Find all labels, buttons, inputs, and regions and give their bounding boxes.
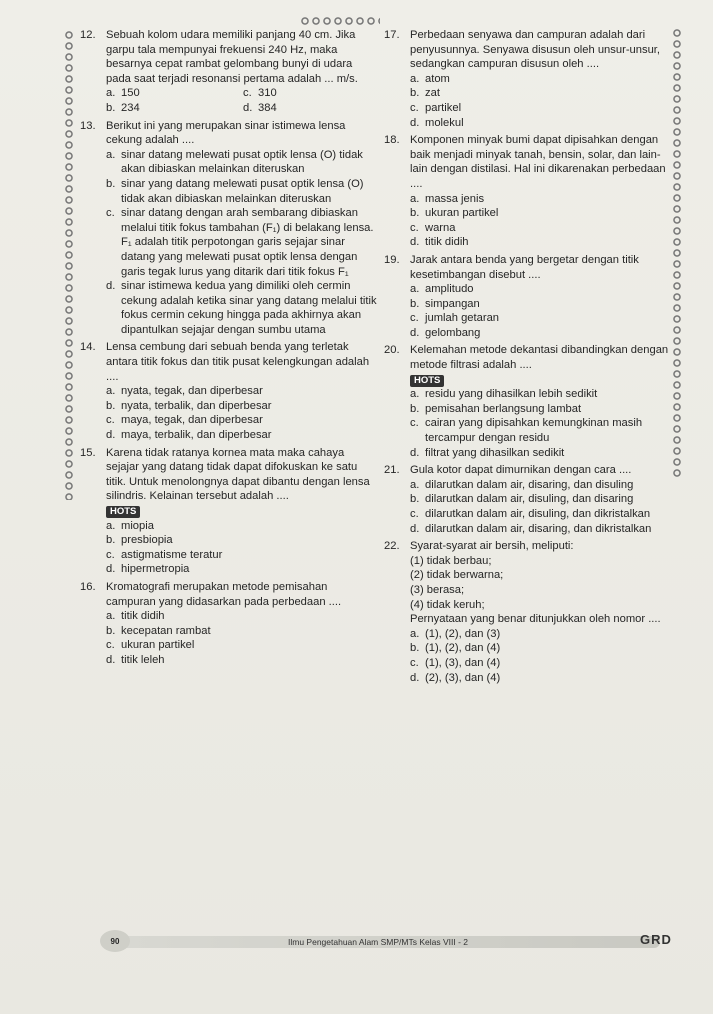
option-letter: a.	[106, 87, 116, 100]
answer-option	[410, 492, 674, 507]
answer-options	[106, 384, 380, 442]
answer-option	[410, 416, 674, 445]
question-number: 17.	[384, 29, 400, 41]
answer-option	[410, 326, 674, 341]
answer-options	[410, 192, 674, 250]
answer-option	[106, 548, 380, 563]
answer-options	[410, 627, 674, 685]
option-letter: a.	[410, 627, 420, 640]
option-letter: d.	[410, 522, 420, 535]
question-item	[80, 580, 380, 668]
question-item	[384, 463, 674, 536]
answer-option	[410, 297, 674, 312]
question-number: 15.	[80, 446, 96, 459]
question-item	[384, 343, 674, 460]
option-text: massa jenis	[425, 192, 485, 205]
option-letter: d.	[106, 280, 116, 293]
option-letter: b.	[410, 207, 420, 220]
option-text: atom	[425, 72, 450, 85]
option-text: pemisahan berlangsung lambat	[425, 402, 582, 415]
option-text: ukuran partikel	[121, 639, 195, 652]
option-letter: b.	[410, 87, 420, 100]
question-number: 19.	[384, 253, 400, 266]
option-letter: c.	[410, 101, 419, 114]
question-item	[384, 133, 674, 250]
option-text: filtrat yang dihasilkan sedikit	[425, 446, 565, 459]
answer-option	[410, 641, 674, 656]
question-number: 16.	[80, 580, 96, 593]
option-letter: c.	[106, 207, 115, 220]
question-body	[410, 343, 674, 460]
answer-option	[106, 638, 380, 653]
option-letter: a.	[106, 610, 116, 623]
option-letter: d.	[410, 236, 420, 249]
answer-option	[410, 192, 674, 207]
question-text: Berikut ini yang merupakan sinar istimewa lensa cekung adalah ....	[106, 119, 346, 147]
statement-item: (2) tidak berwarna;	[410, 569, 504, 582]
hots-badge: HOTS	[410, 375, 444, 387]
option-letter: b.	[106, 177, 116, 190]
option-text: maya, terbalik, dan diperbesar	[121, 429, 272, 442]
question-text: Perbedaan senyawa dan campuran adalah dari penyusunnya. Senyawa disusun oleh unsur-unsur, sedangkan campuran disusun oleh ....	[410, 29, 661, 71]
option-letter: a.	[410, 478, 420, 491]
question-body	[410, 253, 674, 341]
statement-item: (4) tidak keruh;	[410, 598, 485, 611]
option-letter: c.	[410, 221, 419, 234]
option-letter: c.	[410, 656, 419, 669]
option-text: cairan yang dipisahkan kemungkinan masih tercampur dengan residu	[425, 417, 643, 445]
answer-option	[410, 311, 674, 326]
answer-option	[410, 235, 674, 250]
question-number: 22.	[384, 540, 400, 553]
option-letter: a.	[410, 283, 420, 296]
answer-option	[410, 627, 674, 642]
option-text: sinar istimewa kedua yang dimiliki oleh cermin cekung adalah ketika sinar yang datang melalui titik fokus cermin cekung hingga pada akhirnya akan dipantulkan sejajar dengan sumbu utama	[121, 280, 377, 336]
question-body	[106, 119, 380, 338]
answer-option	[410, 72, 674, 87]
question-text: Sebuah kolom udara memiliki panjang 40 cm. Jika garpu tala mempunyai frekuensi 240 Hz, maka besarnya cepat rambat gelombang bunyi di udara pada saat terjadi resonansi pertama adalah ... m/s.	[106, 29, 358, 85]
option-letter: a.	[410, 192, 420, 205]
question-text: Gula kotor dapat dimurnikan dengan cara ....	[410, 464, 632, 477]
option-letter: d.	[106, 563, 116, 576]
answer-option	[410, 507, 674, 522]
option-letter: d.	[410, 116, 420, 129]
answer-option	[410, 478, 674, 493]
question-item	[80, 340, 380, 442]
answer-option	[410, 671, 674, 686]
option-text: 310	[258, 87, 277, 100]
option-letter: b.	[410, 297, 420, 310]
option-text: 234	[121, 101, 140, 114]
option-text: sinar datang dengan arah sembarang dibiaskan melalui titik fokus tambahan (F₁) di belakang lensa. F₁ adalah titik perpotongan garis sejajar sinar datang yang melewati pusat optik lensa dengan garis tegak lurus yang ditarik dari titik fokus F₁	[121, 207, 374, 278]
answer-option	[106, 624, 380, 639]
answer-option	[410, 101, 674, 116]
answer-option	[106, 562, 380, 577]
option-letter: d.	[410, 326, 420, 339]
option-text: hipermetropia	[121, 563, 190, 576]
answer-option	[410, 206, 674, 221]
option-letter: d.	[106, 653, 116, 666]
answer-option	[106, 533, 380, 548]
option-letter: b.	[106, 399, 116, 412]
question-text: Jarak antara benda yang bergetar dengan titik kesetimbangan disebut ....	[410, 253, 639, 281]
answer-options	[410, 387, 674, 460]
question-body	[410, 539, 674, 685]
option-letter: a.	[410, 388, 420, 401]
option-text: gelombang	[425, 326, 481, 339]
option-text: dilarutkan dalam air, disuling, dan dikristalkan	[425, 508, 651, 520]
question-text: Lensa cembung dari sebuah benda yang terletak antara titik fokus dan titik pusat kelengkungan adalah ....	[106, 341, 370, 383]
page-number: 90	[100, 930, 130, 952]
answer-option	[106, 86, 243, 101]
option-text: ukuran partikel	[425, 207, 499, 220]
answer-option	[106, 399, 380, 414]
question-number: 21.	[384, 464, 400, 477]
answer-option	[106, 101, 243, 116]
answer-option	[410, 86, 674, 101]
right-column	[384, 28, 674, 688]
answer-option	[106, 428, 380, 443]
option-letter: b.	[410, 493, 420, 506]
answer-option	[106, 177, 380, 206]
question-item	[80, 446, 380, 577]
option-text: sinar datang melewati pusat optik lensa (O) tidak akan dibiaskan melainkan diteruskan	[121, 148, 363, 176]
option-text: nyata, tegak, dan diperbesar	[121, 385, 263, 398]
answer-option	[410, 522, 674, 537]
question-body	[410, 28, 674, 130]
question-item	[384, 539, 674, 685]
hots-badge: HOTS	[106, 506, 140, 518]
option-text: maya, tegak, dan diperbesar	[121, 414, 263, 427]
option-letter: c.	[106, 639, 115, 652]
option-letter: c.	[410, 508, 419, 520]
answer-options	[106, 609, 380, 667]
binding-spiral-top	[300, 16, 380, 26]
option-text: warna	[425, 221, 456, 234]
option-letter: b.	[106, 101, 116, 114]
option-text: residu yang dihasilkan lebih sedikit	[425, 388, 598, 401]
question-body	[410, 133, 674, 250]
option-letter: c.	[410, 417, 419, 430]
option-letter: a.	[106, 148, 116, 161]
question-body	[410, 463, 674, 536]
question-text: Komponen minyak bumi dapat dipisahkan dengan baik menjadi minyak tanah, bensin, solar, dan lain-lain dengan distilasi. Hal ini dikarenakan perbedaan ....	[410, 134, 666, 190]
question-text: Kromatografi merupakan metode pemisahan campuran yang didasarkan pada perbedaan ....	[106, 580, 342, 608]
question-item	[384, 253, 674, 341]
question-number: 13.	[80, 119, 96, 132]
option-text: sinar yang datang melewati pusat optik lensa (O) tidak akan dibiaskan melainkan diteruskan	[121, 177, 364, 205]
answer-option	[410, 282, 674, 297]
option-letter: b.	[106, 534, 116, 547]
question-item	[384, 28, 674, 130]
book-title: Ilmu Pengetahuan Alam SMP/MTs Kelas VIII - 2	[288, 937, 468, 947]
option-letter: b.	[106, 624, 116, 637]
page-footer	[100, 930, 700, 954]
answer-option	[106, 384, 380, 399]
answer-option	[106, 206, 380, 279]
answer-options	[106, 86, 380, 115]
answer-option	[410, 387, 674, 402]
question-number: 12.	[80, 29, 96, 41]
option-letter: d.	[106, 429, 116, 442]
answer-options	[106, 148, 380, 338]
option-text: astigmatisme teratur	[121, 548, 223, 561]
answer-option	[410, 402, 674, 417]
question-body	[106, 446, 380, 577]
option-text: amplitudo	[425, 283, 474, 296]
option-letter: c.	[106, 548, 115, 561]
option-text: simpangan	[425, 297, 480, 310]
option-text: (1), (3), dan (4)	[425, 656, 501, 669]
option-text: titik didih	[425, 236, 469, 249]
option-letter: a.	[410, 72, 420, 85]
option-letter: d.	[410, 671, 420, 684]
statement-item: (3) berasa;	[410, 583, 465, 596]
answer-option	[410, 221, 674, 236]
option-letter: d.	[410, 446, 420, 459]
question-item	[80, 28, 380, 116]
option-letter: b.	[410, 402, 420, 415]
question-text: Kelemahan metode dekantasi dibandingkan dengan metode filtrasi adalah ....	[410, 344, 669, 372]
question-prompt: Pernyataan yang benar ditunjukkan oleh nomor ....	[410, 613, 661, 626]
left-column	[80, 28, 380, 671]
option-text: miopia	[121, 519, 154, 532]
question-text: Syarat-syarat air bersih, meliputi:	[410, 540, 574, 553]
answer-option	[106, 148, 380, 177]
option-text: (1), (2), dan (4)	[425, 642, 501, 655]
answer-option	[106, 609, 380, 624]
answer-options	[410, 282, 674, 340]
option-text: 150	[121, 87, 140, 100]
answer-option	[410, 446, 674, 461]
question-body	[106, 580, 380, 668]
answer-option	[243, 101, 380, 116]
answer-option	[106, 653, 380, 668]
option-text: dilarutkan dalam air, disaring, dan disuling	[425, 478, 634, 491]
answer-option	[410, 656, 674, 671]
option-text: presbiopia	[121, 534, 173, 547]
option-text: titik leleh	[121, 653, 165, 666]
publisher-badge: GRD	[640, 932, 672, 947]
question-body	[106, 28, 380, 116]
option-text: (1), (2), dan (3)	[425, 627, 501, 640]
option-letter: c.	[106, 414, 115, 427]
option-text: partikel	[425, 101, 462, 114]
answer-option	[106, 279, 380, 337]
option-text: molekul	[425, 116, 464, 129]
option-letter: d.	[243, 101, 253, 114]
option-text: titik didih	[121, 610, 165, 623]
option-text: nyata, terbalik, dan diperbesar	[121, 399, 272, 412]
binding-spiral-left	[64, 30, 74, 500]
question-text: Karena tidak ratanya kornea mata maka cahaya sejajar yang datang tidak dapat difokuskan ke satu titik. Untuk menolongnya dapat dibantu dengan lensa silindris. Kelainan tersebut adalah ....	[106, 446, 370, 503]
option-text: zat	[425, 87, 440, 100]
question-number: 18.	[384, 134, 400, 147]
option-text: dilarutkan dalam air, disaring, dan dikristalkan	[425, 522, 652, 535]
answer-options	[106, 519, 380, 577]
answer-option	[410, 116, 674, 131]
question-number: 20.	[384, 344, 400, 357]
option-letter: c.	[243, 87, 252, 100]
answer-options	[410, 478, 674, 536]
option-text: jumlah getaran	[425, 312, 500, 325]
question-item	[80, 119, 380, 338]
statement-item: (1) tidak berbau;	[410, 554, 492, 567]
option-text: dilarutkan dalam air, disuling, dan disaring	[425, 493, 634, 506]
question-body	[106, 340, 380, 442]
option-text: 384	[258, 101, 277, 114]
option-letter: b.	[410, 642, 420, 655]
option-text: kecepatan rambat	[121, 624, 211, 637]
option-letter: a.	[106, 519, 116, 532]
answer-option	[106, 413, 380, 428]
answer-option	[243, 86, 380, 101]
question-number: 14.	[80, 341, 96, 354]
option-text: (2), (3), dan (4)	[425, 671, 501, 684]
option-letter: c.	[410, 312, 419, 325]
option-letter: a.	[106, 385, 116, 398]
answer-option	[106, 519, 380, 534]
answer-options	[410, 72, 674, 130]
